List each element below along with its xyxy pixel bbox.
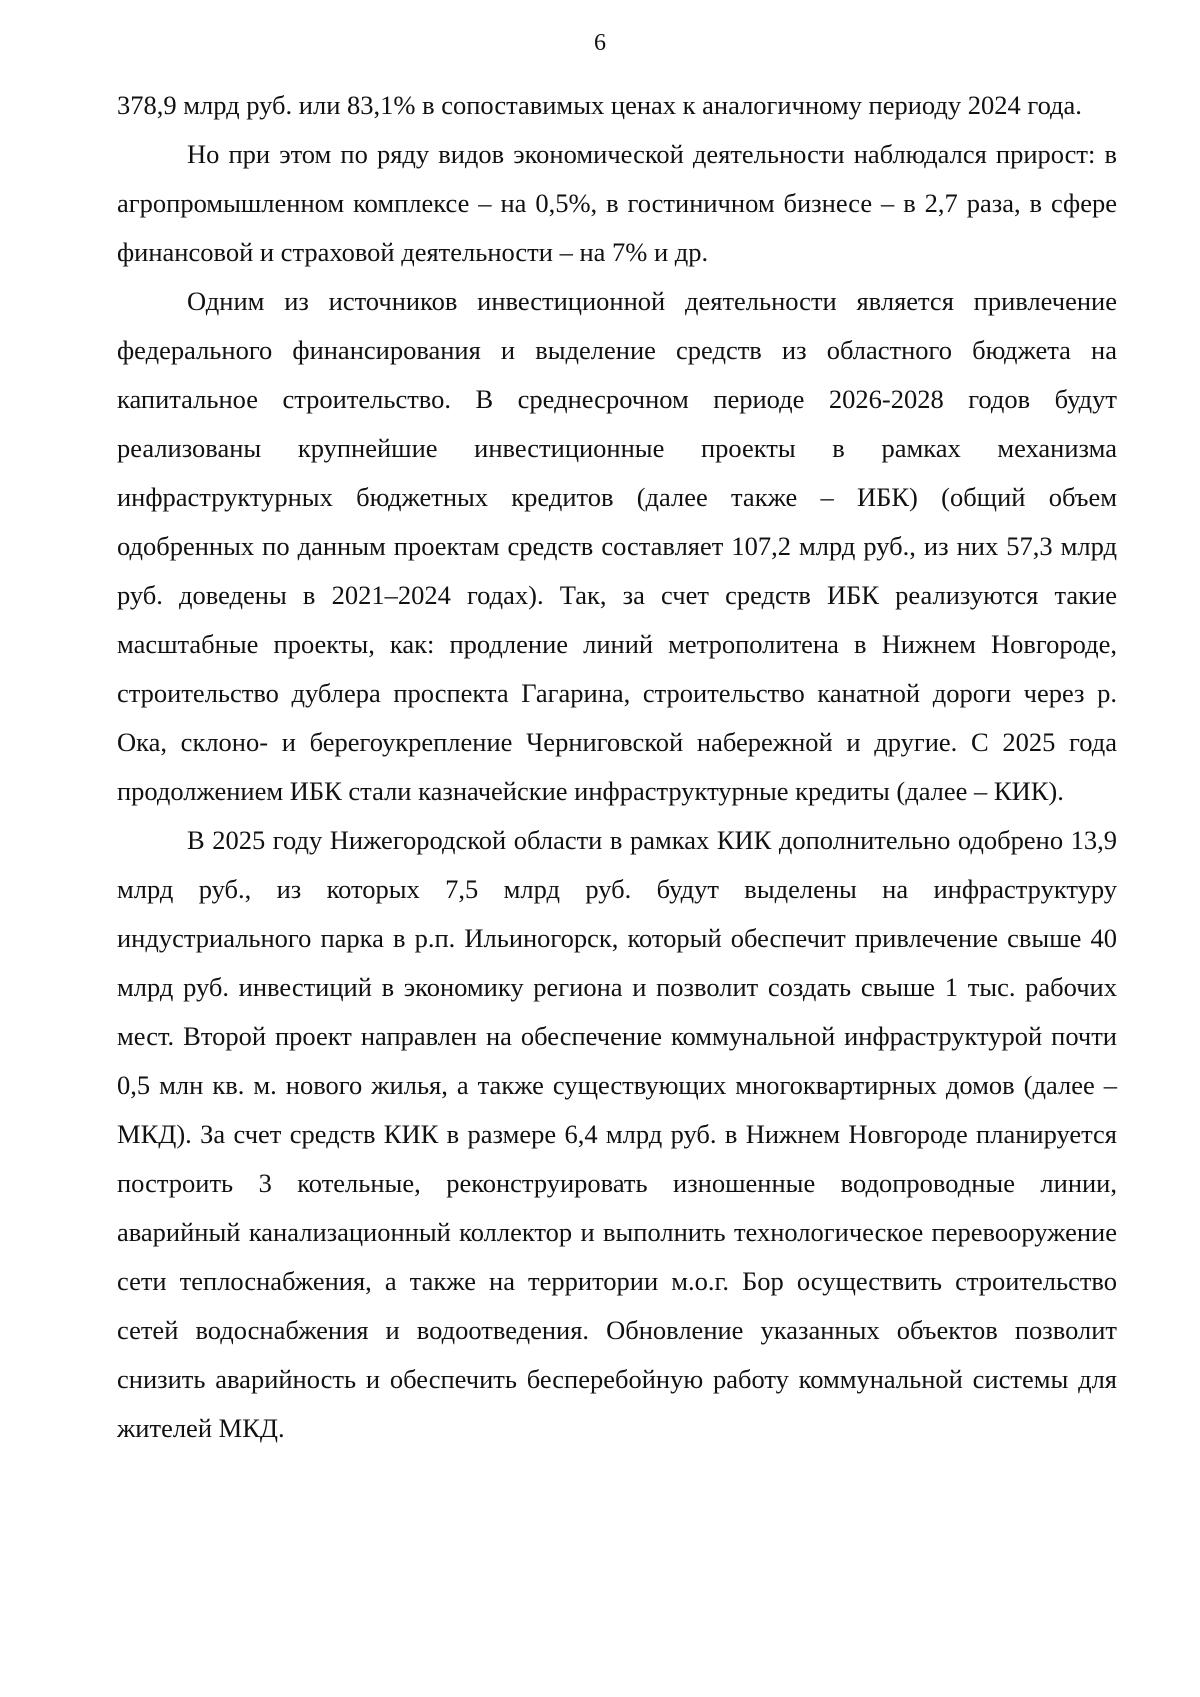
paragraph-growth: Но при этом по ряду видов экономической деятельности наблюдался прирост: в агропромышленном комплексе – на 0,5%, в гостиничном бизнесе – в 2,7 раза, в сфере финансовой и страховой деятельности – на 7% и др. [117,139,1117,267]
page-number: 6 [594,30,606,56]
paragraph-investment-sources: Одним из источников инвестиционной деятельности является привлечение федерального финансирования и выделение средств из областного бюджета на капитальное строительство. В среднесрочном периоде 2026-2028 годов будут реализованы крупнейшие инвестиционные проекты в рамках механизма инфраструктурных бюджетных кредитов (далее также – ИБК) (общий объем одобренных по данным проектам средств составляет 107,2 млрд руб., из них 57,3 млрд руб. доведены в 2021–2024 годах). Так, за счет средств ИБК реализуются такие масштабные проекты, как: продление линий метрополитена в Нижнем Новгороде, строительство дублера проспекта Гагарина, строительство канатной дороги через р. Ока, склоно- и берегоукрепление Черниговской набережной и другие. С 2025 года продолжением ИБК стали казначейские инфраструктурные кредиты (далее – КИК). [117,286,1117,806]
paragraph-continuation: 378,9 млрд руб. или 83,1% в сопоставимых ценах к аналогичному периоду 2024 года. [117,90,1082,120]
document-body [117,81,1117,1453]
paragraph-kik-2025: В 2025 году Нижегородской области в рамках КИК дополнительно одобрено 13,9 млрд руб., из которых 7,5 млрд руб. будут выделены на инфраструктуру индустриального парка в р.п. Ильиногорск, который обеспечит привлечение свыше 40 млрд руб. инвестиций в экономику региона и позволит создать свыше 1 тыс. рабочих мест. Второй проект направлен на обеспечение коммунальной инфраструктурой почти 0,5 млн кв. м. нового жилья, а также существующих многоквартирных домов (далее – МКД). За счет средств КИК в размере 6,4 млрд руб. в Нижнем Новгороде планируется построить 3 котельные, реконструировать изношенные водопроводные линии, аварийный канализационный коллектор и выполнить технологическое перевооружение сети теплоснабжения, а также на территории м.о.г. Бор осуществить строительство сетей водоснабжения и водоотведения. Обновление указанных объектов позволит снизить аварийность и обеспечить бесперебойную работу коммунальной системы для жителей МКД. [117,825,1117,1443]
